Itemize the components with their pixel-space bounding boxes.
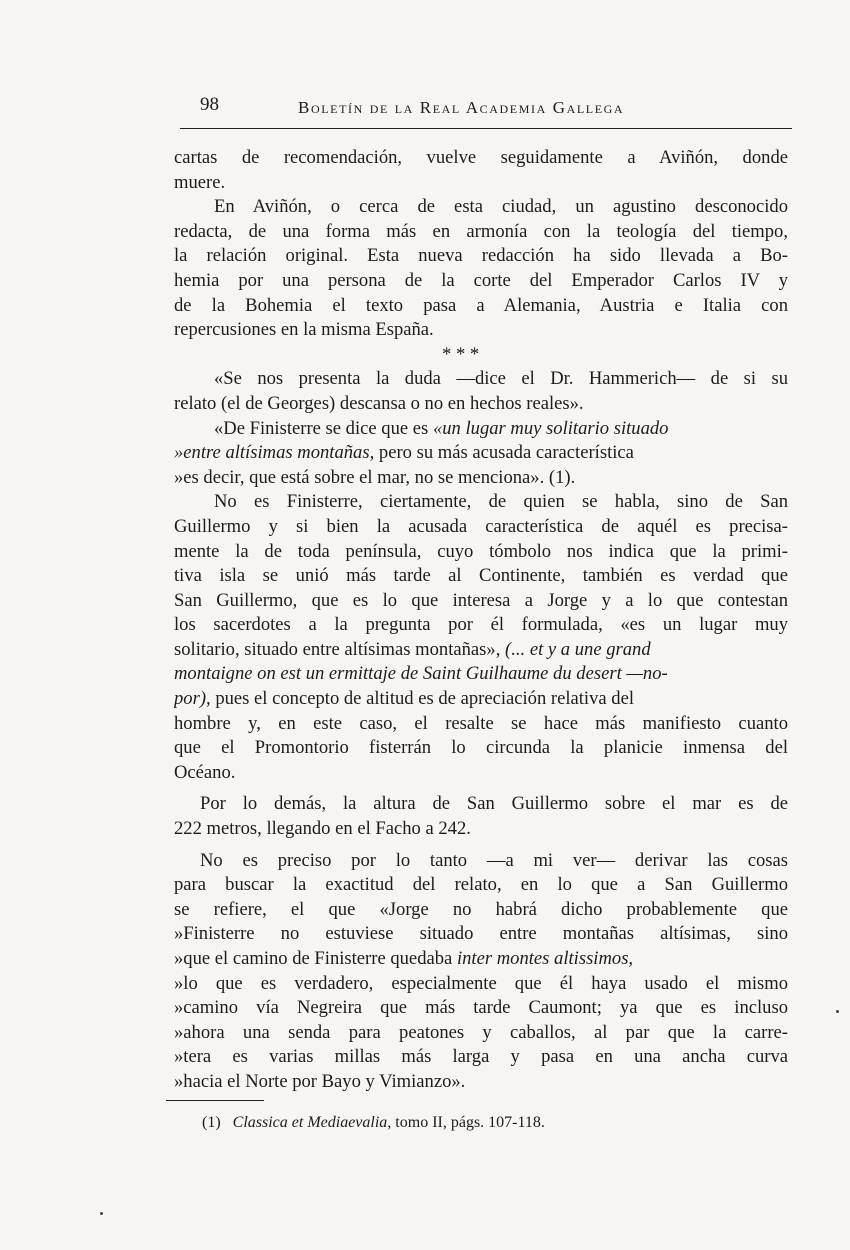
- quoted-text: »entre altísimas montañas,: [174, 442, 375, 464]
- text-line: muere.: [174, 171, 226, 193]
- footnote-marker: (1): [202, 1114, 221, 1131]
- text-line: Guillermo y si bien la acusada característica de aquél es precisa-: [174, 515, 788, 537]
- text-line: [174, 417, 788, 442]
- text-line: No es Finisterre, ciertamente, de quien se habla, sino de San: [214, 491, 788, 513]
- text-line: montaigne on est un ermittaje de Saint Guilhaume du desert —no-: [174, 663, 668, 685]
- text-line: »camino vía Negreira que más tarde Caumont; ya que es incluso: [174, 997, 788, 1019]
- latin-quote: inter montes altissimos,: [456, 948, 634, 969]
- text-line: tiva isla se unió más tarde al Continente, también es verdad que: [174, 565, 788, 587]
- text-line: hemia por una persona de la corte del Emperador Carlos IV y: [174, 269, 788, 291]
- text-segment: «De Finisterre se dice que es: [214, 417, 429, 439]
- text-line: que el Promontorio fisterrán lo circunda la planicie inmensa del: [174, 737, 788, 759]
- footnote-source-title: Classica et Mediaevalia,: [232, 1114, 392, 1131]
- text-line: hombre y, en este caso, el resalte se hace más manifiesto cuanto: [174, 712, 788, 734]
- text-line: »lo que es verdadero, especialmente que él haya usado el mismo: [174, 972, 788, 994]
- page-number: 98: [200, 94, 219, 115]
- running-title: Boletín de la Real Academia Gallega: [298, 98, 625, 117]
- text-line: los sacerdotes a la pregunta por él formulada, «es un lugar muy: [174, 614, 788, 636]
- text-line: »es decir, que está sobre el mar, no se menciona». (1).: [174, 466, 576, 488]
- text-line: repercusiones en la misma España.: [174, 319, 434, 341]
- text-line: cartas de recomendación, vuelve seguidamente a Aviñón, donde: [174, 147, 788, 168]
- footnote: [202, 1114, 762, 1132]
- text-line: [174, 638, 788, 663]
- header-rule: [180, 128, 792, 129]
- scan-speck: [836, 1010, 839, 1013]
- text-line: la relación original. Esta nueva redacción ha sido llevada a Bo-: [174, 245, 788, 267]
- text-segment: pero su más acusada característica: [378, 442, 634, 464]
- scan-speck: [100, 1212, 103, 1215]
- text-line: En Aviñón, o cerca de esta ciudad, un agustino desconocido: [214, 196, 788, 218]
- text-line: para buscar la exactitud del relato, en lo que a San Guillermo: [174, 874, 788, 896]
- footnote-rule: [166, 1100, 264, 1101]
- text-line: Océano.: [174, 761, 236, 783]
- text-line: Por lo demás, la altura de San Guillermo sobre el mar es de: [200, 793, 788, 815]
- body-text: [174, 146, 788, 1095]
- text-line: No es preciso por lo tanto —a mi ver— derivar las cosas: [200, 849, 788, 871]
- text-line: de la Bohemia el texto pasa a Alemania, Austria e Italia con: [174, 294, 788, 316]
- page-header: [180, 94, 792, 128]
- text-line: »tera es varias millas más larga y pasa en una ancha curva: [174, 1046, 788, 1068]
- text-line: »hacia el Norte por Bayo y Vimianzo».: [174, 1070, 466, 1092]
- quoted-text: (... et y a une grand: [505, 638, 651, 660]
- text-line: «Se nos presenta la duda —dice el Dr. Hammerich— de si su: [214, 368, 788, 390]
- quoted-text: por),: [174, 688, 211, 710]
- text-line: [174, 947, 788, 972]
- text-line: se refiere, el que «Jorge no habrá dicho probablemente que: [174, 898, 788, 920]
- text-line: [174, 687, 788, 712]
- text-segment: »que el camino de Finisterre quedaba: [174, 948, 453, 969]
- text-line: mente la de toda península, cuyo tómbolo nos indica que la primi-: [174, 540, 788, 562]
- section-separator: * * *: [442, 343, 480, 365]
- text-line: relato (el de Georges) descansa o no en hechos reales».: [174, 392, 584, 414]
- text-line: »ahora una senda para peatones y caballos, al par que la carre-: [174, 1021, 788, 1043]
- text-line: 222 metros, llegando en el Facho a 242.: [174, 818, 471, 840]
- text-line: redacta, de una forma más en armonía con la teología del tiempo,: [174, 220, 788, 242]
- text-segment: pues el concepto de altitud es de apreciación relativa del: [215, 688, 635, 710]
- footnote-source-details: tomo II, págs. 107-118.: [395, 1114, 545, 1131]
- quoted-text: «un lugar muy solitario situado: [432, 417, 669, 439]
- text-segment: solitario, situado entre altísimas montañas»,: [174, 638, 501, 660]
- text-line: San Guillermo, que es lo que interesa a Jorge y a lo que contestan: [174, 589, 788, 611]
- text-line: [174, 441, 788, 466]
- text-line: »Finisterre no estuviese situado entre montañas altísimas, sino: [174, 923, 788, 945]
